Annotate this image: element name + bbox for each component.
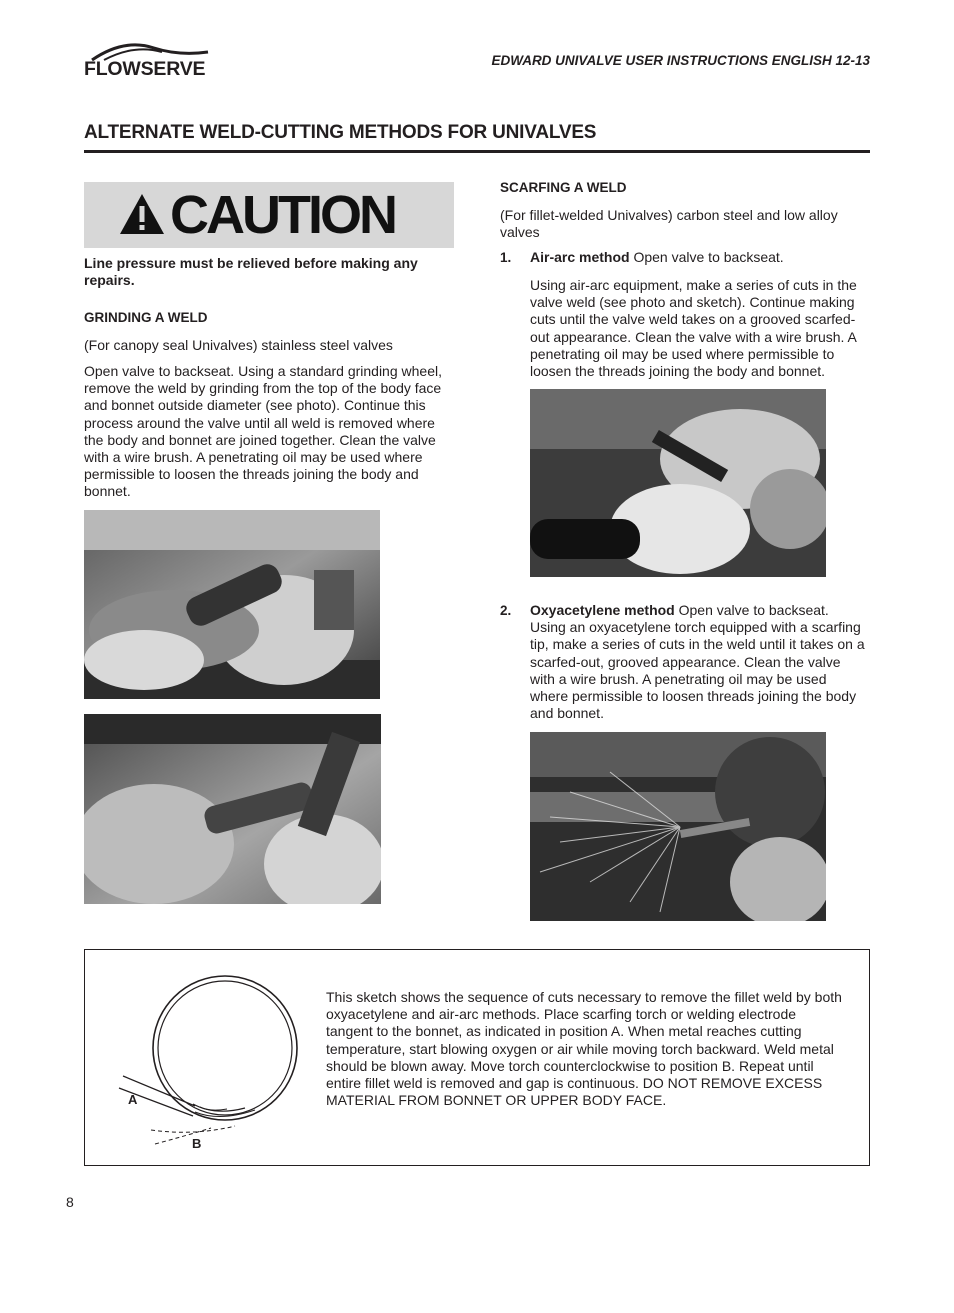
step-1-lead: Open valve to backseat. — [633, 249, 784, 265]
sketch-panel — [84, 949, 870, 1166]
step-1-body: Using air-arc equipment, make a series of cuts in the valve weld (see photo and sketch). Continue making cuts until the valve weld takes on a grooved scarfed-out appearance. Clean the valve with a wire brush. A penetrating oil may be used where permissible to loosen the threads joining the body and bonnet. — [530, 277, 857, 380]
scarfing-scope: (For fillet-welded Univalves) carbon steel and low alloy valves — [500, 207, 838, 241]
step-1-number: 1. — [500, 250, 512, 265]
page-number: 8 — [66, 1194, 74, 1210]
flowserve-logo — [84, 42, 212, 86]
air-arc-photo — [530, 389, 826, 577]
step-2-number: 2. — [500, 603, 512, 618]
scarfing-heading: SCARFING A WELD — [500, 180, 627, 195]
sketch-label-b: B — [192, 1136, 202, 1151]
grinding-photo-1 — [84, 510, 380, 699]
grinding-heading: GRINDING A WELD — [84, 310, 208, 325]
sketch-description: This sketch shows the sequence of cuts necessary to remove the fillet weld by both oxyacetylene and air-arc methods. Place scarfing torch or welding electrode tangent to the bonnet, as indicated in position A. When metal reaches cutting temperature, start blowing oxygen or air while moving torch backward. Weld metal should be blown away. Move torch counterclockwise to position B. Repeat until entire fillet weld is removed and gap is continuous. DO NOT REMOVE EXCESS MATERIAL FROM BONNET OR UPPER BODY FACE. — [326, 989, 842, 1109]
warning-triangle-icon — [118, 192, 166, 236]
caution-message: Line pressure must be relieved before making any repairs. — [84, 255, 418, 289]
step-1-title: Air-arc method — [530, 249, 630, 265]
sketch-label-a: A — [128, 1092, 138, 1107]
grinding-body: Open valve to backseat. Using a standard grinding wheel, remove the weld by grinding from the top of the body face and bonnet outside diameter (see photo). Continue this process around the valve until all weld is removed where the body and bonnet are joined together. Clean the valve with a wire brush. A penetrating oil may be used where permissible to loosen the threads joining the body and bonnet. — [84, 363, 442, 500]
caution-label: CAUTION — [170, 185, 395, 245]
logo-text: FLOWSERVE — [84, 58, 206, 80]
step-2-lead: Open valve to backseat. Using an oxyacetylene torch equipped with a scarfing tip, make a series of cuts in the weld until it takes on a scarfed-out, grooved appearance. Clean the valve with a wire brush. A penetrating oil may be used where permissible to loosen threads joining the body and bonnet. — [530, 602, 865, 722]
grinding-scope: (For canopy seal Univalves) stainless steel valves — [84, 337, 393, 353]
step-2-title: Oxyacetylene method — [530, 602, 675, 618]
step-2-text — [530, 602, 865, 722]
grinding-photo-2 — [84, 714, 381, 904]
step-1-line — [530, 249, 865, 266]
caution-banner — [84, 182, 454, 248]
cut-sequence-sketch — [115, 966, 305, 1156]
page-title: ALTERNATE WELD-CUTTING METHODS FOR UNIVALVES — [84, 122, 597, 143]
document-header-title: EDWARD UNIVALVE USER INSTRUCTIONS ENGLISH 12-13 — [491, 53, 870, 68]
title-rule — [84, 150, 870, 153]
oxyacetylene-photo — [530, 732, 826, 921]
